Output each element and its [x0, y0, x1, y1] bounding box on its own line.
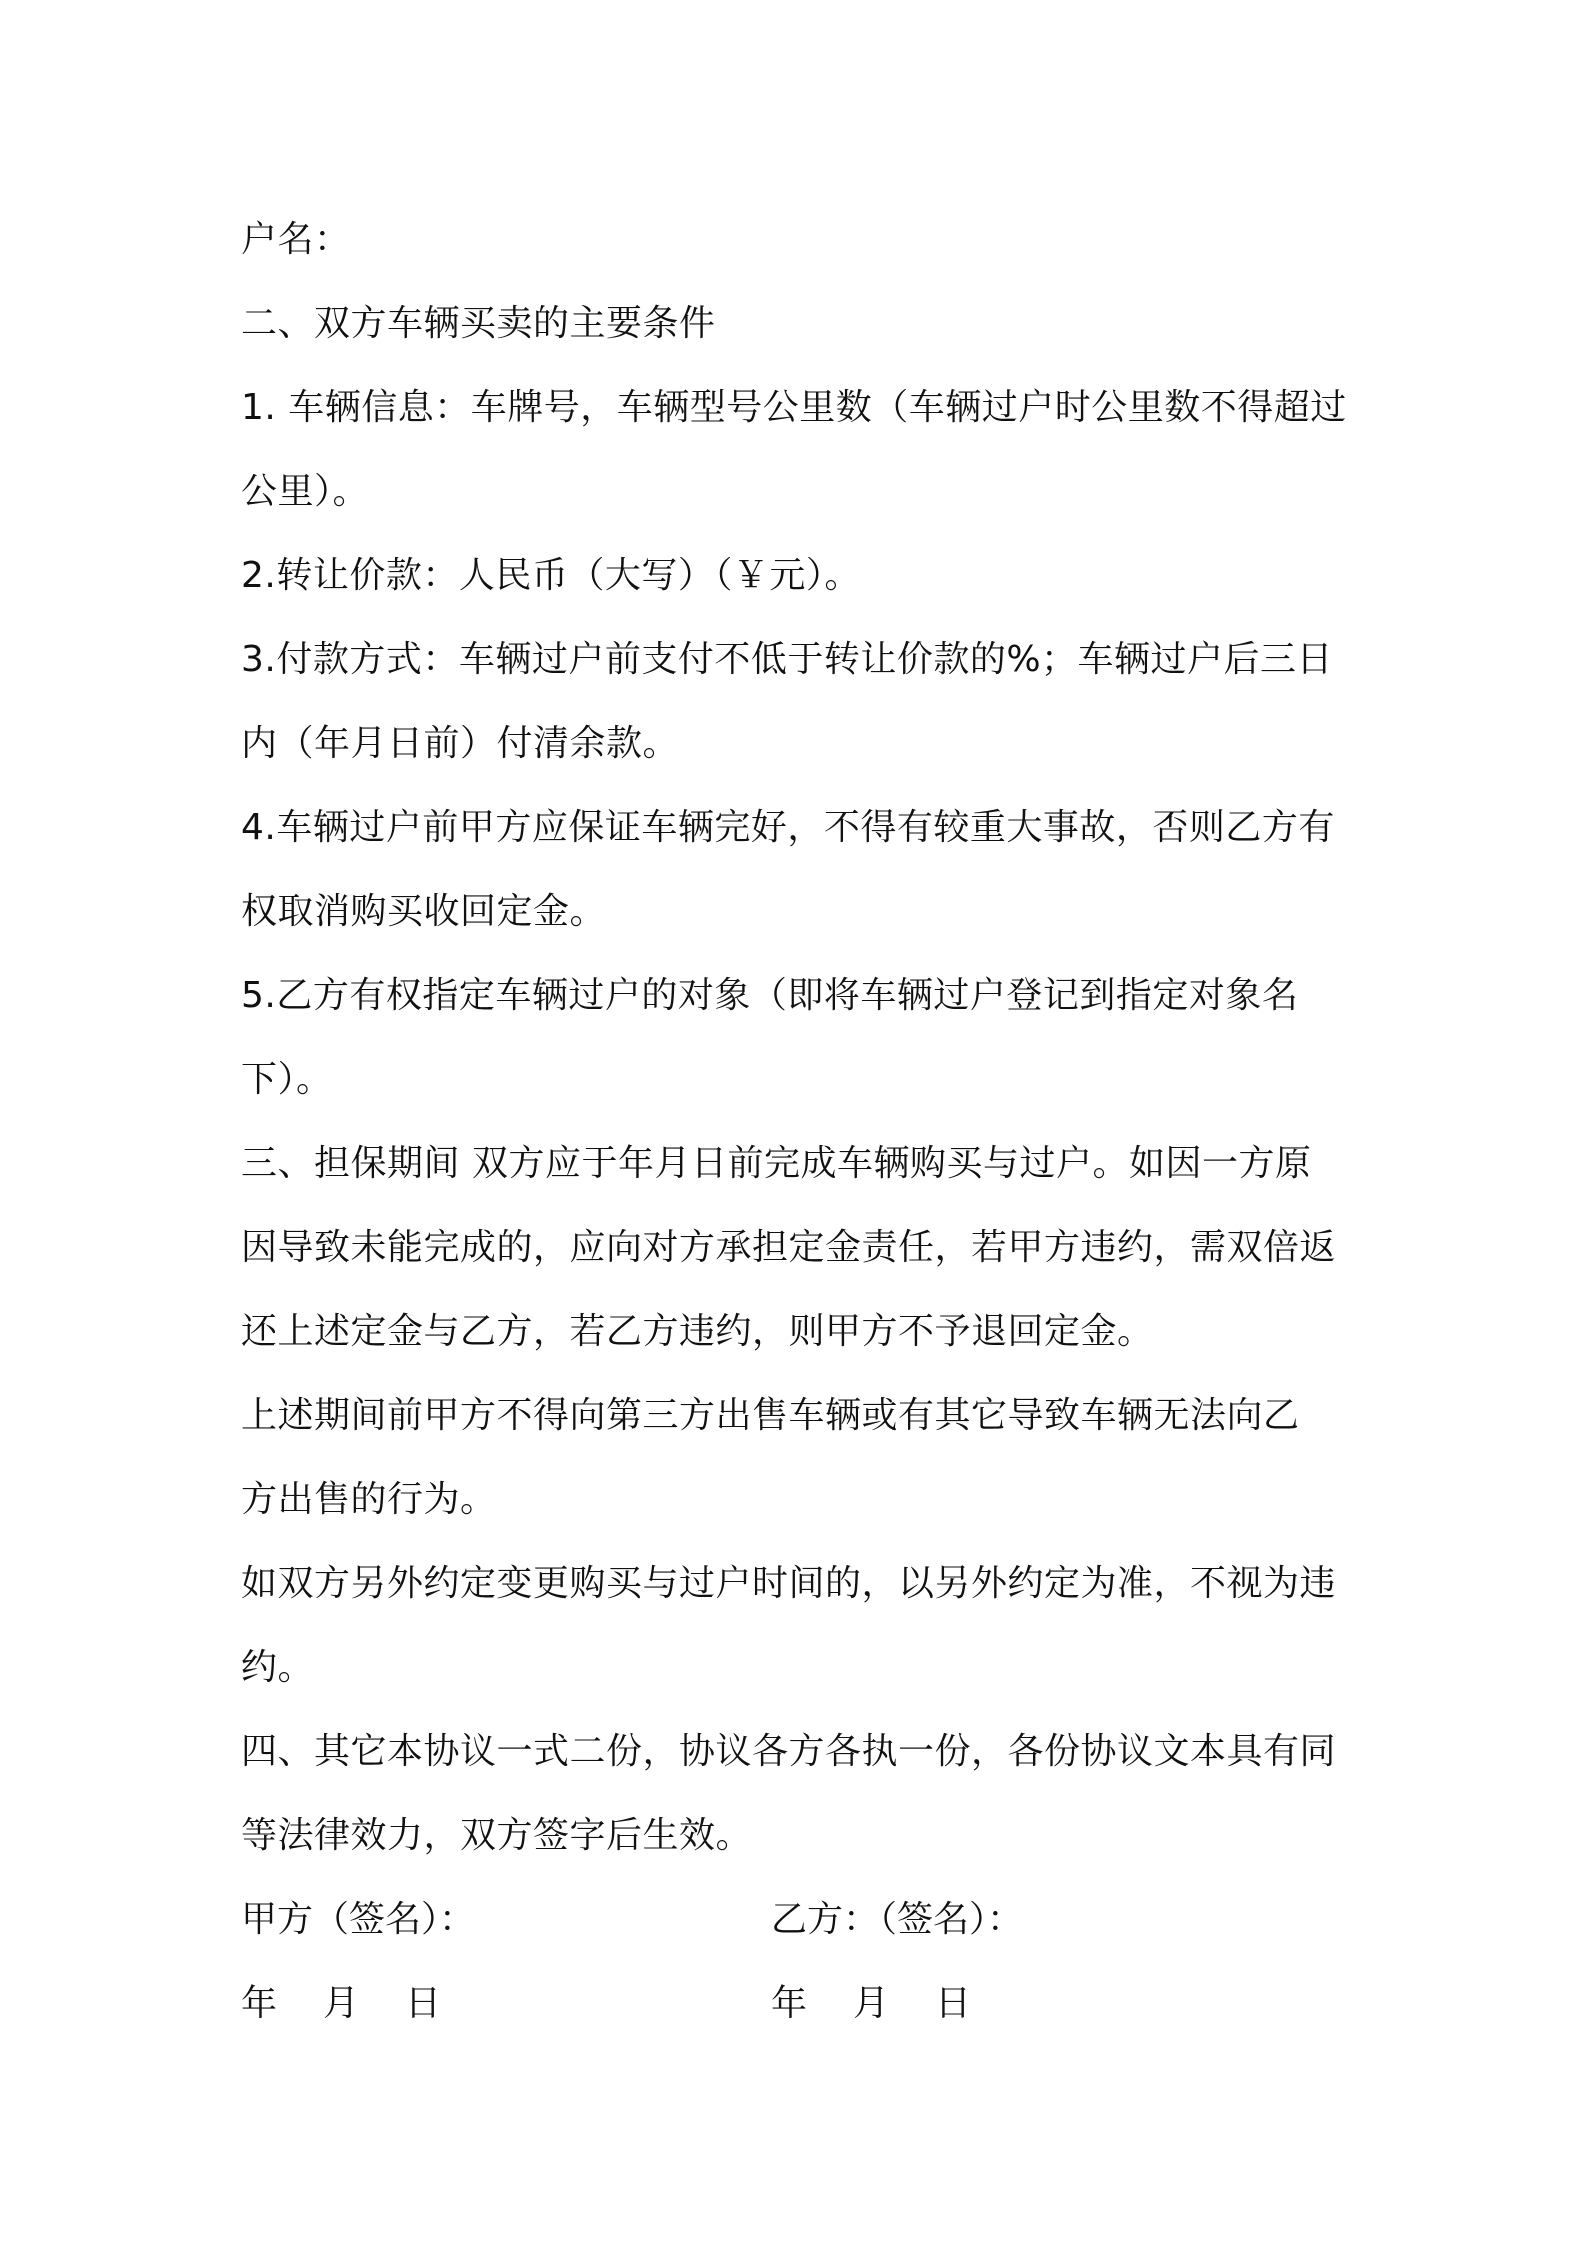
signature-row — [241, 1878, 1361, 1962]
clause-4-line-2: 权取消购买收回定金。 — [241, 891, 607, 932]
section-4-line-2: 等法律效力，双方签字后生效。 — [241, 1815, 753, 1856]
clause-4-line-1: 4.车辆过户前甲方应保证车辆完好，不得有较重大事故，否则乙方有 — [241, 807, 1335, 848]
section-3-para-3-line-2: 约。 — [241, 1647, 315, 1688]
clause-3-line-1: 3.付款方式：车辆过户前支付不低于转让价款的%；车辆过户后三日 — [241, 639, 1334, 680]
clause-2-line: 2.转让价款：人民币（大写）（￥元）。 — [241, 555, 861, 596]
document-body — [241, 198, 1361, 2046]
clause-3-line-2: 内（年月日前）付清余款。 — [241, 723, 680, 764]
party-a-date-year: 年 — [241, 1983, 278, 2024]
section-2-heading: 二、双方车辆买卖的主要条件 — [241, 303, 716, 344]
party-b-signature-label: 乙方：（签名）： — [771, 1899, 1024, 1940]
party-b-date-day: 日 — [935, 1983, 972, 2024]
party-a-date — [241, 1962, 487, 2046]
section-3-para-2-line-1: 上述期间前甲方不得向第三方出售车辆或有其它导致车辆无法向乙 — [241, 1395, 1300, 1436]
account-name-line: 户名： — [241, 219, 351, 260]
clause-1-line-2: 公里）。 — [241, 471, 370, 512]
party-a-date-day: 日 — [405, 1983, 442, 2024]
clause-5-line-2: 下）。 — [241, 1059, 333, 1100]
clause-1-line-1: 1. 车辆信息：车牌号，车辆型号公里数（车辆过户时公里数不得超过 — [241, 387, 1347, 428]
date-row — [241, 1962, 1361, 2046]
clause-5-line-1: 5.乙方有权指定车辆过户的对象（即将车辆过户登记到指定对象名 — [241, 975, 1299, 1016]
section-3-line-1: 三、担保期间 双方应于年月日前完成车辆购买与过户。如因一方原 — [241, 1143, 1312, 1184]
section-3-line-3: 还上述定金与乙方，若乙方违约，则甲方不予退回定金。 — [241, 1311, 1154, 1352]
section-4-line-1: 四、其它本协议一式二份，协议各方各执一份，各份协议文本具有同 — [241, 1731, 1337, 1772]
section-3-para-2-line-2: 方出售的行为。 — [241, 1479, 497, 1520]
party-b-date-year: 年 — [771, 1983, 808, 2024]
party-b-date-month: 月 — [853, 1983, 890, 2024]
party-a-signature-label: 甲方（签名）： — [241, 1899, 476, 1940]
party-b-date — [771, 1962, 1017, 2046]
section-3-line-2: 因导致未能完成的，应向对方承担定金责任，若甲方违约，需双倍返 — [241, 1227, 1337, 1268]
party-a-date-month: 月 — [323, 1983, 360, 2024]
section-3-para-3-line-1: 如双方另外约定变更购买与过户时间的，以另外约定为准，不视为违 — [241, 1563, 1337, 1604]
